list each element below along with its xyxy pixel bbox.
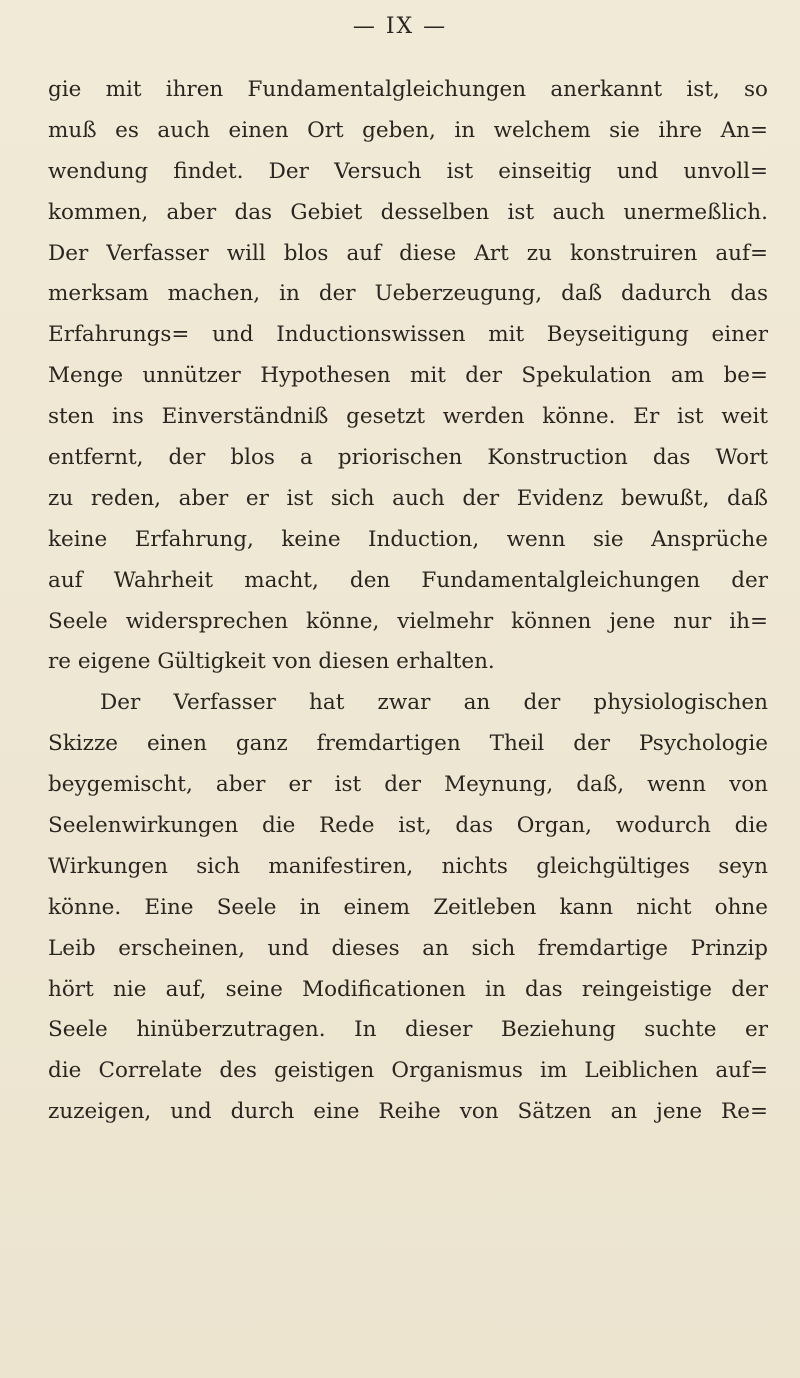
text-line: zu reden, aber er ist sich auch der Evidenz bewußt, daß [48,485,768,511]
text-line: gie mit ihren Fundamentalgleichungen anerkannt ist, so [48,77,768,102]
text-line: die Correlate des geistigen Organismus im Leiblichen auf= [48,1058,768,1084]
text-line: Leib erscheinen, und dieses an sich fremdartige Prinzip [48,935,768,961]
text-line: Seelenwirkungen die Rede ist, das Organ, wodurch die [48,813,768,839]
text-line: entfernt, der blos a priorischen Konstruction das Wort [48,445,768,471]
text-line: merksam machen, in der Ueberzeugung, daß dadurch das [48,281,768,307]
text-line: Der Verfasser hat zwar an der physiologischen [100,690,768,716]
page-number-header: — IX — [352,14,448,39]
text-line: zuzeigen, und durch eine Reihe von Sätzen an jene Re= [48,1099,768,1125]
text-line: auf Wahrheit macht, den Fundamentalgleichungen der [48,567,768,593]
text-line: Erfahrungs= und Inductionswissen mit Beyseitigung einer [48,322,768,348]
text-line: Skizze einen ganz fremdartigen Theil der Psychologie [48,731,768,757]
text-line: keine Erfahrung, keine Induction, wenn sie Ansprüche [48,526,768,552]
text-line: hört nie auf, seine Modificationen in das reingeistige der [48,976,768,1002]
text-line: Menge unnützer Hypothesen mit der Spekulation am be= [48,363,768,389]
text-line: sten ins Einverständniß gesetzt werden könne. Er ist weit [48,404,768,430]
text-line: muß es auch einen Ort geben, in welchem sie ihre An= [48,117,768,143]
text-line: Seele widersprechen könne, vielmehr können jene nur ih= [48,608,768,634]
text-line: re eigene Gültigkeit von diesen erhalten. [48,649,495,675]
text-line: beygemischt, aber er ist der Meynung, daß, wenn von [48,772,768,798]
text-line: wendung findet. Der Versuch ist einseitig und unvoll= [48,158,768,184]
text-line: Wirkungen sich manifestiren, nichts gleichgültiges seyn [48,853,768,879]
text-line: könne. Eine Seele in einem Zeitleben kann nicht ohne [48,894,768,920]
text-line: Seele hinüberzutragen. In dieser Beziehung suchte er [48,1017,768,1043]
text-line: kommen, aber das Gebiet desselben ist auch unermeßlich. [48,199,768,225]
body-text [48,70,768,1133]
text-line: Der Verfasser will blos auf diese Art zu konstruiren auf= [48,240,768,266]
